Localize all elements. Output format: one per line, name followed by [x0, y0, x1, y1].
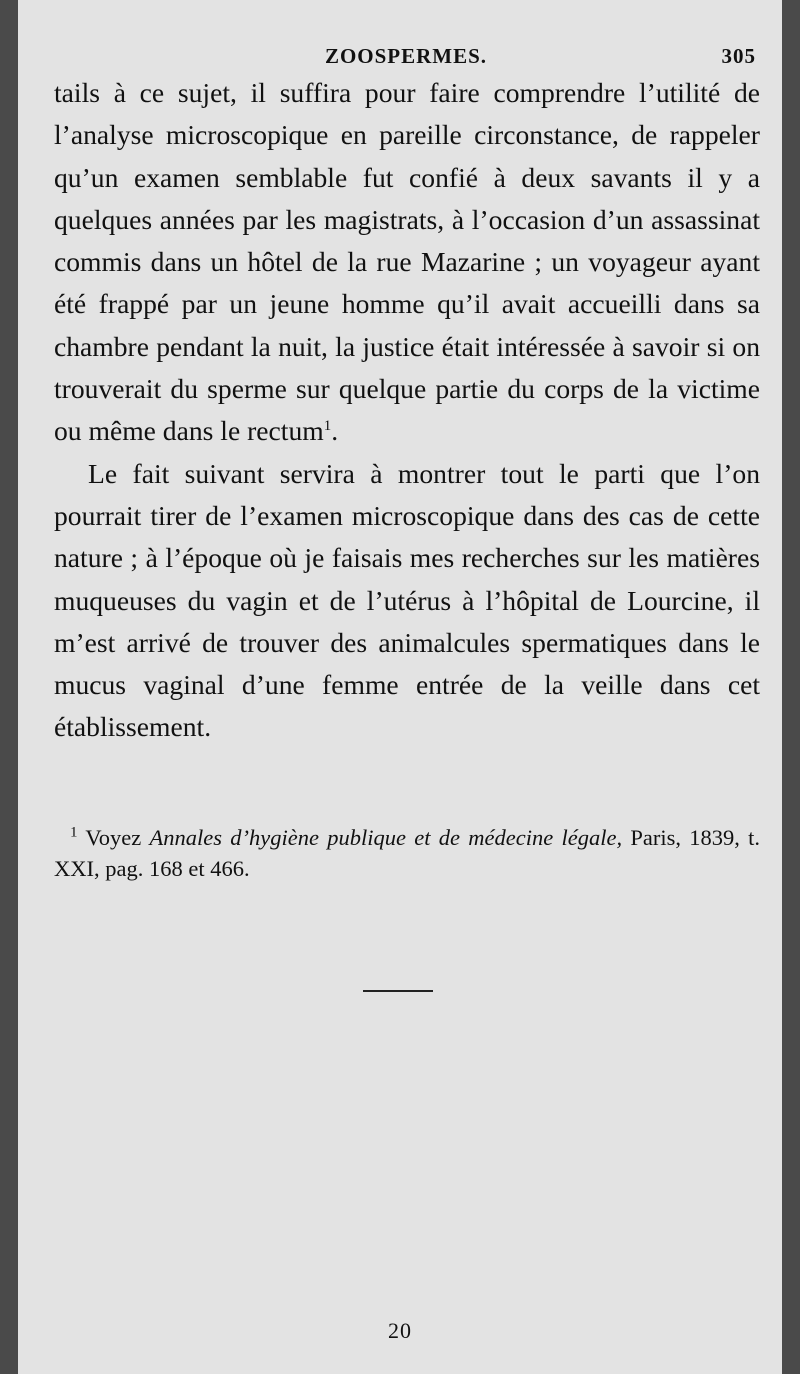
footnote-lead: Voyez: [85, 825, 142, 850]
footnote-reference: 1: [323, 418, 332, 435]
paragraph-end: .: [331, 415, 339, 447]
paragraph-text: tails à ce sujet, il suffira pour faire comprendre l’utilité de l’analyse microscopique en pareille circonstance, de rappeler qu’un examen semblable fut confié à deux savants il y a quelques années par les magistrats, à l’occasion d’un assassinat commis dans un hôtel de la rue Mazarine ; un voyageur ayant été frappé par un jeune homme qu’il avait accueilli dans sa chambre pendant la nuit, la justice était intéressée à savoir si on trouverait du sperme sur quelque partie du corps de la victime ou même dans le rectum: [54, 77, 760, 447]
section-rule: [363, 990, 433, 992]
page-number: 305: [721, 44, 756, 68]
footnote-title: Annales d’hygiène publique et de médecine légale,: [149, 825, 623, 850]
footnote-rest: Paris, 1839, t. XXI, pag. 168 et 466.: [54, 825, 761, 881]
page-header: [56, 44, 756, 74]
footnote: [54, 822, 760, 884]
paragraph: [54, 72, 760, 453]
running-title: ZOOSPERMES.: [324, 44, 488, 68]
book-page: [18, 0, 782, 1374]
signature-mark: 20: [388, 1318, 412, 1343]
footnote-marker: 1: [70, 824, 78, 841]
paragraph: [54, 453, 760, 749]
body-text: [54, 72, 760, 749]
paragraph-text: Le fait suivant servira à montrer tout le parti que l’on pourrait tirer de l’examen microscopique dans des cas de cette nature ; à l’époque où je faisais mes recherches sur les matières muqueuses du vagin et de l’utérus à l’hôpital de Lourcine, il m’est arrivé de trouver des animalcules spermatiques dans le mucus vaginal d’une femme entrée de la veille dans cet établissement.: [54, 457, 760, 743]
